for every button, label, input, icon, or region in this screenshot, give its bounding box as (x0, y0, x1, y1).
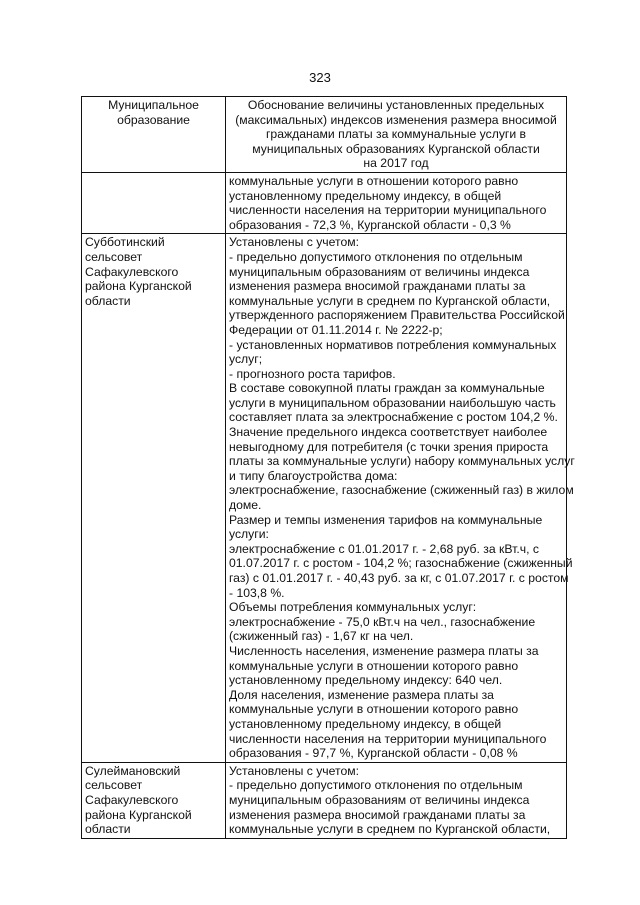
justification-line: Размер и темпы изменения тарифов на коммунальные (229, 512, 543, 527)
municipality-line: Сулеймановский (85, 763, 181, 778)
municipality-line: сельсовет (85, 778, 143, 793)
justification-line: невыгодному для потребителя (с точки зрения прироста (229, 439, 549, 454)
justification-line: Численность населения, изменение размера платы за (229, 643, 539, 658)
justification-line: - 103,8 %. (229, 585, 285, 600)
municipality-cell (82, 234, 226, 762)
justification-line: муниципальным образованиям от величины индекса (229, 264, 530, 279)
justification-line: Доля населения, изменение размера платы за (229, 687, 494, 702)
municipality-line: области (85, 822, 131, 837)
justification-line: Установлены с учетом: (229, 235, 359, 250)
justification-line: платы за коммунальные услуги) набору коммунальных услуг (229, 454, 575, 469)
justification-line: образования - 72,3 %, Курганской области - 0,3 % (229, 217, 511, 232)
municipality-line: района Курганской (85, 807, 192, 822)
municipality-cell (82, 172, 226, 233)
justification-line: установленному предельному индексу: 640 чел. (229, 673, 503, 688)
justification-line: - прогнозного роста тарифов. (229, 366, 396, 381)
municipality-line: района Курганской (85, 279, 192, 294)
justification-line: изменения размера вносимой гражданами платы за (229, 807, 526, 822)
justification-line: услуги в муниципальном образовании наибольшую часть (229, 395, 556, 410)
justification-cell (226, 172, 567, 233)
justification-cell (226, 234, 575, 762)
municipality-line: сельсовет (85, 249, 143, 264)
justification-line: численности населения на территории муниципального (229, 203, 547, 218)
justification-line: Установлены с учетом: (229, 763, 359, 778)
justification-line: электроснабжение, газоснабжение (сжиженный газ) в жилом (229, 483, 574, 498)
justification-line: установленному предельному индексу, в общей (229, 716, 502, 731)
justification-line: газ) с 01.01.2017 г. - 40,43 руб. за кг, с 01.07.2017 г. с ростом (229, 571, 569, 585)
justification-line: коммунальные услуги в среднем по Курганской области, (229, 822, 551, 837)
municipality-line: области (85, 293, 131, 308)
header-line: (максимальных) индексов изменения размера вносимой (235, 112, 557, 127)
justification-line: численности населения на территории муниципального (229, 731, 547, 746)
justification-line: и типу благоустройства дома: (229, 468, 398, 483)
table-header-row (82, 97, 567, 173)
header-line: Муниципальное (108, 98, 199, 112)
justification-cell (226, 762, 567, 838)
justification-line: коммунальные услуги в отношении которого равно (229, 173, 519, 188)
page-number: 323 (309, 70, 331, 85)
justification-line: Федерации от 01.11.2014 г. № 2222-р; (229, 322, 443, 337)
justification-line: 01.07.2017 г. с ростом - 104,2 %; газоснабжение (сжиженный (229, 556, 573, 571)
table-row (82, 172, 567, 233)
justification-line: электроснабжение с 01.01.2017 г. - 2,68 руб. за кВт.ч, с (229, 541, 539, 556)
municipality-line: Сафакулевского (85, 264, 179, 279)
justification-line: электроснабжение - 75,0 кВт.ч на чел., газоснабжение (229, 614, 536, 629)
justification-line: - предельно допустимого отклонения по отдельным (229, 249, 523, 264)
header-line: гражданами платы за коммунальные услуги в (265, 127, 527, 142)
justification-line: услуги: (229, 527, 269, 542)
municipality-line: Субботинский (85, 235, 165, 250)
justification-line: изменения размера вносимой гражданами платы за (229, 279, 526, 294)
justification-line: коммунальные услуги в отношении которого равно (229, 702, 519, 717)
justification-line: услуг; (229, 352, 263, 367)
header-municipality (82, 97, 226, 173)
justification-line: утвержденного распоряжением Правительства Российской (229, 308, 565, 323)
municipality-cell (82, 762, 226, 838)
justification-line: составляет плата за электроснабжение с ростом 104,2 %. (229, 410, 558, 425)
justification-line: образования - 97,7 %, Курганской области - 0,08 % (229, 746, 518, 761)
justification-line: коммунальные услуги в среднем по Курганской области, (229, 293, 551, 308)
header-line: на 2017 год (363, 156, 429, 171)
justification-line: (сжиженный газ) - 1,67 кг на чел. (229, 629, 414, 644)
justification-line: Объемы потребления коммунальных услуг: (229, 600, 477, 615)
table-row (82, 762, 567, 838)
justification-line: коммунальные услуги в отношении которого равно (229, 658, 519, 673)
header-line: образование (117, 112, 190, 127)
justification-line: Значение предельного индекса соответствует наиболее (229, 425, 548, 440)
justification-line: - установленных нормативов потребления коммунальных (229, 337, 557, 352)
justification-line: В составе совокупной платы граждан за коммунальные (229, 381, 545, 396)
header-line: Обоснование величины установленных предельных (247, 98, 545, 112)
justification-line: муниципальным образованиям от величины индекса (229, 792, 530, 807)
municipality-line: Сафакулевского (85, 792, 179, 807)
header-justification (226, 97, 567, 173)
justification-line: - предельно допустимого отклонения по отдельным (229, 778, 523, 793)
header-line: муниципальных образованиях Курганской области (252, 141, 540, 156)
tariff-justification-table (81, 96, 575, 839)
table-row (82, 234, 567, 762)
justification-line: установленному предельному индексу, в общей (229, 188, 502, 203)
justification-line: доме. (229, 498, 262, 513)
